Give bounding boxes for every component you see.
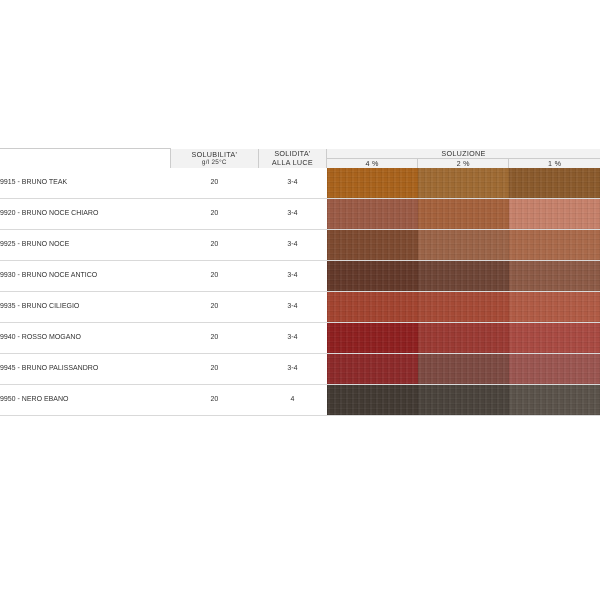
header-solidita [258, 149, 326, 168]
row-swatch-2pct [418, 291, 509, 322]
header-solubilita-line2: g/l 25°C [201, 158, 227, 166]
row-swatch-2pct [418, 260, 509, 291]
row-solubilita-value: 20 [170, 322, 258, 353]
row-solidita-value: 3-4 [258, 291, 326, 322]
row-swatch-4pct [327, 198, 418, 229]
row-swatch-1pct [509, 168, 600, 199]
row-solidita-value: 3-4 [258, 260, 326, 291]
wood-swatch [327, 230, 418, 260]
row-solidita-value: 3-4 [258, 229, 326, 260]
row-swatch-4pct [327, 260, 418, 291]
row-swatch-1pct [509, 353, 600, 384]
wood-swatch [418, 199, 509, 229]
table-row [0, 198, 600, 229]
row-swatch-2pct [418, 322, 509, 353]
header-name-column [0, 149, 170, 168]
row-swatch-1pct [509, 260, 600, 291]
table-row [0, 384, 600, 415]
row-color-name: 9930 - BRUNO NOCE ANTICO [0, 260, 170, 291]
row-solidita-value: 3-4 [258, 353, 326, 384]
row-solidita-value: 3-4 [258, 322, 326, 353]
row-swatch-1pct [509, 198, 600, 229]
row-solubilita-value: 20 [170, 168, 258, 199]
row-solubilita-value: 20 [170, 229, 258, 260]
wood-swatch [509, 354, 600, 384]
header-pct-1: 1 % [509, 158, 600, 168]
wood-swatch [327, 385, 418, 415]
wood-swatch [418, 292, 509, 322]
wood-swatch [327, 168, 418, 198]
color-chart-table-container [0, 148, 600, 416]
wood-swatch [327, 292, 418, 322]
row-swatch-2pct [418, 229, 509, 260]
row-solubilita-value: 20 [170, 291, 258, 322]
row-swatch-4pct [327, 168, 418, 199]
table-header-row-top [0, 149, 600, 159]
header-pct-4: 4 % [327, 158, 418, 168]
wood-swatch [509, 261, 600, 291]
row-color-name: 9950 - NERO EBANO [0, 384, 170, 415]
wood-swatch [418, 323, 509, 353]
header-pct-2: 2 % [418, 158, 509, 168]
table-row [0, 260, 600, 291]
wood-swatch [509, 323, 600, 353]
table-row [0, 291, 600, 322]
wood-swatch [418, 230, 509, 260]
row-solubilita-value: 20 [170, 260, 258, 291]
row-solubilita-value: 20 [170, 384, 258, 415]
row-swatch-4pct [327, 229, 418, 260]
wood-swatch [327, 199, 418, 229]
wood-swatch [418, 168, 509, 198]
wood-swatch [509, 199, 600, 229]
wood-swatch [327, 354, 418, 384]
header-solubilita [170, 149, 258, 168]
row-swatch-4pct [327, 322, 418, 353]
row-swatch-2pct [418, 353, 509, 384]
table-row [0, 168, 600, 199]
row-color-name: 9940 - ROSSO MOGANO [0, 322, 170, 353]
row-swatch-1pct [509, 322, 600, 353]
row-swatch-1pct [509, 384, 600, 415]
header-solidita-line1: SOLIDITA' [274, 149, 311, 158]
wood-swatch [418, 354, 509, 384]
row-color-name: 9915 - BRUNO TEAK [0, 168, 170, 199]
row-solubilita-value: 20 [170, 198, 258, 229]
wood-swatch [509, 385, 600, 415]
row-swatch-4pct [327, 291, 418, 322]
row-swatch-4pct [327, 353, 418, 384]
header-soluzione: SOLUZIONE [327, 149, 600, 159]
wood-swatch [509, 230, 600, 260]
wood-swatch [327, 261, 418, 291]
row-color-name: 9920 - BRUNO NOCE CHIARO [0, 198, 170, 229]
wood-swatch [509, 168, 600, 198]
row-swatch-2pct [418, 198, 509, 229]
color-chart-table [0, 148, 600, 416]
table-row [0, 229, 600, 260]
table-row [0, 353, 600, 384]
header-solubilita-line1: SOLUBILITA' [191, 149, 238, 159]
row-solidita-value: 3-4 [258, 168, 326, 199]
row-swatch-1pct [509, 291, 600, 322]
row-swatch-1pct [509, 229, 600, 260]
wood-swatch [509, 292, 600, 322]
wood-swatch [418, 385, 509, 415]
wood-swatch [418, 261, 509, 291]
row-swatch-2pct [418, 384, 509, 415]
row-solidita-value: 4 [258, 384, 326, 415]
table-row [0, 322, 600, 353]
row-solidita-value: 3-4 [258, 198, 326, 229]
row-swatch-4pct [327, 384, 418, 415]
table-body [0, 168, 600, 416]
wood-swatch [327, 323, 418, 353]
row-swatch-2pct [418, 168, 509, 199]
row-color-name: 9925 - BRUNO NOCE [0, 229, 170, 260]
row-color-name: 9935 - BRUNO CILIEGIO [0, 291, 170, 322]
row-solubilita-value: 20 [170, 353, 258, 384]
header-solidita-line2: ALLA LUCE [271, 158, 313, 167]
row-color-name: 9945 - BRUNO PALISSANDRO [0, 353, 170, 384]
